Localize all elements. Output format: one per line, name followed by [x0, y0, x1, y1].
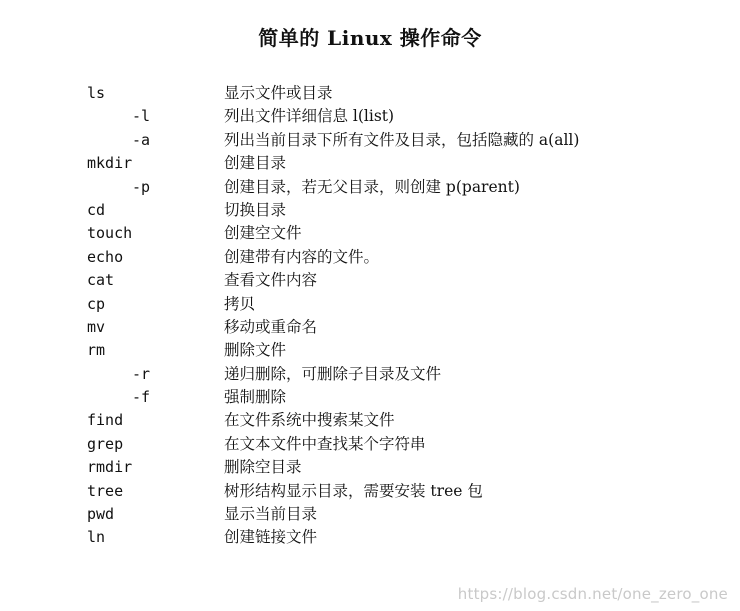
command-description: 创建带有内容的文件。	[224, 247, 380, 266]
command-row	[0, 269, 740, 292]
option-row	[0, 363, 740, 386]
command-description: 创建空文件	[224, 224, 302, 243]
command-description: 移动或重命名	[224, 317, 318, 336]
command-row	[0, 246, 740, 269]
command-name: echo	[87, 247, 124, 266]
command-row	[0, 152, 740, 175]
command-name: ls	[87, 84, 106, 102]
command-description: 递归删除，可删除子目录及文件	[224, 364, 442, 383]
command-row	[0, 293, 740, 316]
command-description: 切换目录	[224, 200, 287, 219]
command-row	[0, 480, 740, 503]
command-description: 拷贝	[224, 294, 256, 313]
command-row	[0, 456, 740, 479]
command-name: cat	[87, 271, 115, 290]
command-row	[0, 409, 740, 432]
command-description: 在文件系统中搜索某文件	[224, 411, 395, 430]
command-name: pwd	[87, 505, 115, 524]
command-description: 显示文件或目录	[224, 84, 333, 102]
watermark: https://blog.csdn.net/one_zero_one	[457, 585, 728, 603]
option-row	[0, 176, 740, 199]
command-name: find	[87, 411, 124, 430]
command-name: grep	[87, 434, 124, 453]
command-name: mv	[87, 317, 106, 336]
command-description: 显示当前目录	[224, 505, 318, 524]
command-name: rmdir	[87, 458, 133, 477]
option-flag: -r	[132, 364, 151, 383]
option-row	[0, 105, 740, 128]
command-name: touch	[87, 224, 133, 243]
command-row	[0, 339, 740, 362]
option-flag: -l	[132, 107, 151, 126]
option-flag: -f	[132, 388, 151, 407]
command-description: 查看文件内容	[224, 271, 318, 290]
command-description: 删除空目录	[224, 458, 302, 477]
command-description: 列出文件详细信息 l(list)	[224, 107, 395, 126]
command-description: 强制删除	[224, 388, 287, 407]
command-row	[0, 433, 740, 456]
command-name: ln	[87, 528, 106, 547]
command-row	[0, 316, 740, 339]
command-row	[0, 503, 740, 526]
command-description: 创建目录，若无父目录，则创建 p(parent)	[224, 177, 520, 196]
command-description: 在文本文件中查找某个字符串	[224, 434, 426, 453]
command-name: cp	[87, 294, 106, 313]
command-row	[0, 526, 740, 549]
option-row	[0, 129, 740, 152]
command-description: 创建目录	[224, 154, 287, 173]
command-name: cd	[87, 200, 106, 219]
command-name: rm	[87, 341, 106, 360]
command-description: 删除文件	[224, 341, 287, 360]
command-row	[0, 222, 740, 245]
command-row	[0, 82, 740, 105]
option-flag: -a	[132, 130, 151, 149]
option-flag: -p	[132, 177, 151, 196]
command-row	[0, 199, 740, 222]
page-title: 简单的 Linux 操作命令	[258, 26, 482, 50]
command-list	[0, 82, 740, 550]
command-description: 列出当前目录下所有文件及目录，包括隐藏的 a(all)	[224, 130, 580, 149]
command-name: mkdir	[87, 154, 133, 173]
command-name: tree	[87, 481, 124, 500]
command-description: 创建链接文件	[224, 528, 318, 547]
command-description: 树形结构显示目录，需要安装 tree 包	[224, 481, 483, 500]
option-row	[0, 386, 740, 409]
